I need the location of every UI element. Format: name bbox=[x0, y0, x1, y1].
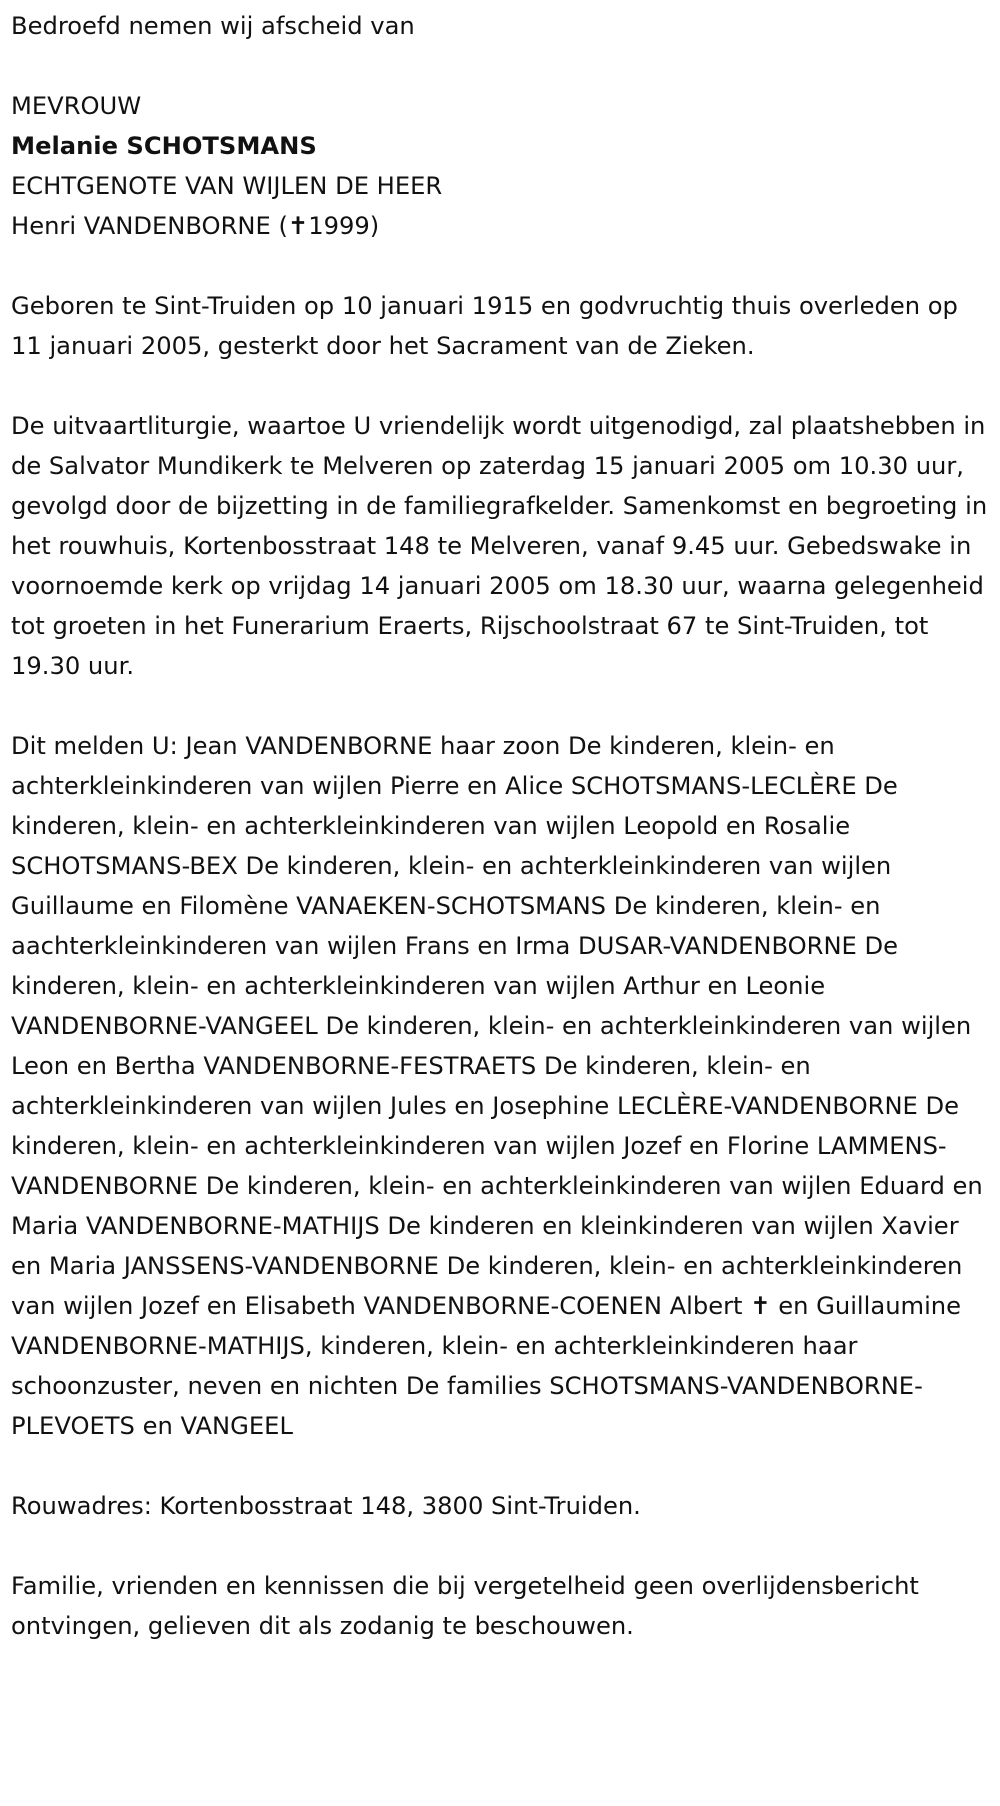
spacer bbox=[11, 1446, 996, 1486]
honorific: MEVROUW bbox=[11, 92, 142, 120]
death-notice bbox=[11, 6, 996, 1646]
announcers-text: Dit melden U: Jean VANDENBORNE haar zoon De kinderen, klein- en achterkleinkinderen van wijlen Pierre en Alice SCHOTSMANS-LECLÈRE De kinderen, klein- en achterkleinkinderen van wijlen Leopold en Rosalie SCHOTSMANS-BEX De kinderen, klein- en achterkleinkinderen van wijlen Guillaume en Filomène VANAEKEN-SCHOTSMANS De kinderen, klein- en aachterkleinkinderen van wijlen Frans en Irma DUSAR-VANDENBORNE De kinderen, klein- en achterkleinkinderen van wijlen Arthur en Leonie VANDENBORNE-VANGEEL De kinderen, klein- en achterkleinkinderen van wijlen Leon en Bertha VANDENBORNE-FESTRAETS De kinderen, klein- en achterkleinkinderen van wijlen Jules en Josephine LECLÈRE-VANDENBORNE De kinderen, klein- en achterkleinkinderen van wijlen Jozef en Florine LAMMENS-VANDENBORNE De kinderen, klein- en achterkleinkinderen van wijlen Eduard en Maria VANDENBORNE-MATHIJS De kinderen en kleinkinderen van wijlen Xavier en Maria JANSSENS-VANDENBORNE De kinderen, klein- en achterkleinkinderen van wijlen Jozef en Elisabeth VANDENBORNE-COENEN Albert bbox=[11, 732, 983, 1320]
closing-paragraph: Familie, vrienden en kennissen die bij vergetelheid geen overlijdensbericht ontvingen, gelieven dit als zodanig te beschouwen. bbox=[11, 1572, 919, 1640]
relation-line: ECHTGENOTE VAN WIJLEN DE HEER bbox=[11, 172, 443, 200]
birth-death-paragraph: Geboren te Sint-Truiden op 10 januari 1915 en godvruchtig thuis overleden op 11 januari 2005, gesterkt door het Sacrament van de Zieken. bbox=[11, 292, 958, 360]
mourning-address: Rouwadres: Kortenbosstraat 148, 3800 Sint-Truiden. bbox=[11, 1492, 641, 1520]
spacer bbox=[11, 1526, 996, 1566]
spacer bbox=[11, 686, 996, 726]
spouse-name: Henri VANDENBORNE ( bbox=[11, 212, 288, 240]
cross-icon: ✝ bbox=[287, 212, 309, 240]
spouse-line bbox=[11, 206, 996, 246]
cross-icon: ✝ bbox=[750, 1292, 771, 1320]
announcers-text-continued: en Guillaumine VANDENBORNE-MATHIJS, kinderen, klein- en achterkleinkinderen haar schoonzuster, neven en nichten De families SCHOTSMANS-VANDENBORNE-PLEVOETS en VANGEEL bbox=[11, 1292, 962, 1440]
announcers-paragraph bbox=[11, 726, 996, 1446]
spacer bbox=[11, 246, 996, 286]
spacer bbox=[11, 46, 996, 86]
spacer bbox=[11, 366, 996, 406]
deceased-name: Melanie SCHOTSMANS bbox=[11, 132, 317, 160]
intro-line: Bedroefd nemen wij afscheid van bbox=[11, 12, 415, 40]
spouse-year: 1999) bbox=[308, 212, 380, 240]
funeral-paragraph: De uitvaartliturgie, waartoe U vriendelijk wordt uitgenodigd, zal plaatshebben in de Salvator Mundikerk te Melveren op zaterdag 15 januari 2005 om 10.30 uur, gevolgd door de bijzetting in de familiegrafkelder. Samenkomst en begroeting in het rouwhuis, Kortenbosstraat 148 te Melveren, vanaf 9.45 uur. Gebedswake in voornoemde kerk op vrijdag 14 januari 2005 om 18.30 uur, waarna gelegenheid tot groeten in het Funerarium Eraerts, Rijschoolstraat 67 te Sint-Truiden, tot 19.30 uur. bbox=[11, 412, 988, 680]
